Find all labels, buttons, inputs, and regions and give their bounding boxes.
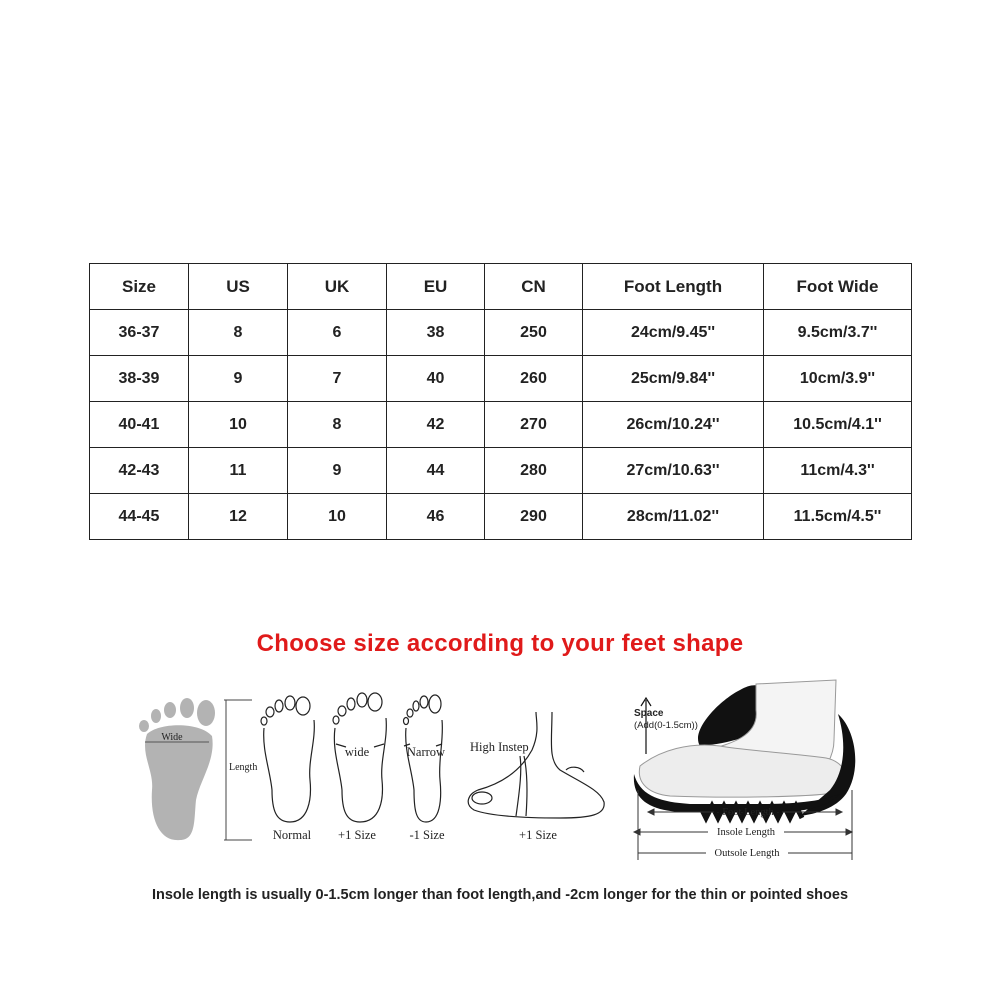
cell-cn: 270 bbox=[485, 402, 583, 448]
cell-foot-wide: 10cm/3.9'' bbox=[764, 356, 912, 402]
cell-foot-length: 26cm/10.24'' bbox=[583, 402, 764, 448]
cell-foot-length: 25cm/9.84'' bbox=[583, 356, 764, 402]
normal-label: Normal bbox=[272, 828, 312, 842]
table-row bbox=[90, 494, 912, 540]
table-row bbox=[90, 402, 912, 448]
insole-length-label: Insole Length bbox=[716, 827, 776, 838]
wide-label: Wide bbox=[161, 732, 183, 743]
cell-size: 42-43 bbox=[90, 448, 189, 494]
gray-foot-icon bbox=[139, 698, 215, 840]
cell-uk: 6 bbox=[288, 310, 387, 356]
narrow-size-label: -1 Size bbox=[409, 828, 445, 842]
cell-size: 36-37 bbox=[90, 310, 189, 356]
cell-foot-wide: 10.5cm/4.1'' bbox=[764, 402, 912, 448]
header-size: Size bbox=[90, 264, 189, 310]
narrow-label: Narrow bbox=[406, 745, 446, 759]
cell-uk: 9 bbox=[288, 448, 387, 494]
foot-shape-diagram bbox=[0, 670, 1000, 870]
cell-uk: 8 bbox=[288, 402, 387, 448]
header-cn: CN bbox=[485, 264, 583, 310]
header-foot-wide: Foot Wide bbox=[764, 264, 912, 310]
cell-foot-wide: 11cm/4.3'' bbox=[764, 448, 912, 494]
high-instep-foot-icon bbox=[468, 712, 604, 818]
length-label: Length bbox=[229, 762, 258, 773]
cell-us: 8 bbox=[189, 310, 288, 356]
cell-foot-wide: 11.5cm/4.5'' bbox=[764, 494, 912, 540]
cell-us: 10 bbox=[189, 402, 288, 448]
cell-eu: 46 bbox=[387, 494, 485, 540]
cell-us: 9 bbox=[189, 356, 288, 402]
cell-uk: 10 bbox=[288, 494, 387, 540]
cell-us: 11 bbox=[189, 448, 288, 494]
size-chart-table bbox=[89, 263, 912, 540]
header-us: US bbox=[189, 264, 288, 310]
shoe-cross-section-icon bbox=[634, 680, 855, 818]
normal-foot-icon bbox=[261, 696, 314, 822]
cell-us: 12 bbox=[189, 494, 288, 540]
high-instep-label: High Instep bbox=[470, 740, 529, 754]
cell-uk: 7 bbox=[288, 356, 387, 402]
cell-foot-length: 24cm/9.45'' bbox=[583, 310, 764, 356]
cell-eu: 44 bbox=[387, 448, 485, 494]
header-eu: EU bbox=[387, 264, 485, 310]
cell-size: 40-41 bbox=[90, 402, 189, 448]
cell-size: 38-39 bbox=[90, 356, 189, 402]
space-detail: (Add(0-1.5cm)) bbox=[634, 720, 698, 731]
cell-cn: 260 bbox=[485, 356, 583, 402]
instep-size-label: +1 Size bbox=[519, 828, 557, 842]
cell-foot-length: 27cm/10.63'' bbox=[583, 448, 764, 494]
footnote: Insole length is usually 0-1.5cm longer than foot length,and -2cm longer for the thin or pointed shoes bbox=[151, 887, 849, 903]
table-row bbox=[90, 448, 912, 494]
table-row bbox=[90, 356, 912, 402]
header-foot-length: Foot Length bbox=[583, 264, 764, 310]
wide-size-label: +1 Size bbox=[338, 828, 376, 842]
cell-cn: 290 bbox=[485, 494, 583, 540]
outsole-length-label: Outsole Length bbox=[714, 848, 780, 859]
table-row bbox=[90, 310, 912, 356]
table-header-row bbox=[90, 264, 912, 310]
cell-cn: 250 bbox=[485, 310, 583, 356]
cell-eu: 42 bbox=[387, 402, 485, 448]
wide-foot-label: wide bbox=[344, 745, 370, 759]
cell-size: 44-45 bbox=[90, 494, 189, 540]
cell-foot-length: 28cm/11.02'' bbox=[583, 494, 764, 540]
foot-length-label: Foot Length bbox=[722, 807, 774, 818]
cell-foot-wide: 9.5cm/3.7'' bbox=[764, 310, 912, 356]
header-uk: UK bbox=[288, 264, 387, 310]
cell-eu: 40 bbox=[387, 356, 485, 402]
cell-cn: 280 bbox=[485, 448, 583, 494]
space-label: Space bbox=[634, 708, 664, 719]
cell-eu: 38 bbox=[387, 310, 485, 356]
headline: Choose size according to your feet shape bbox=[256, 630, 744, 657]
